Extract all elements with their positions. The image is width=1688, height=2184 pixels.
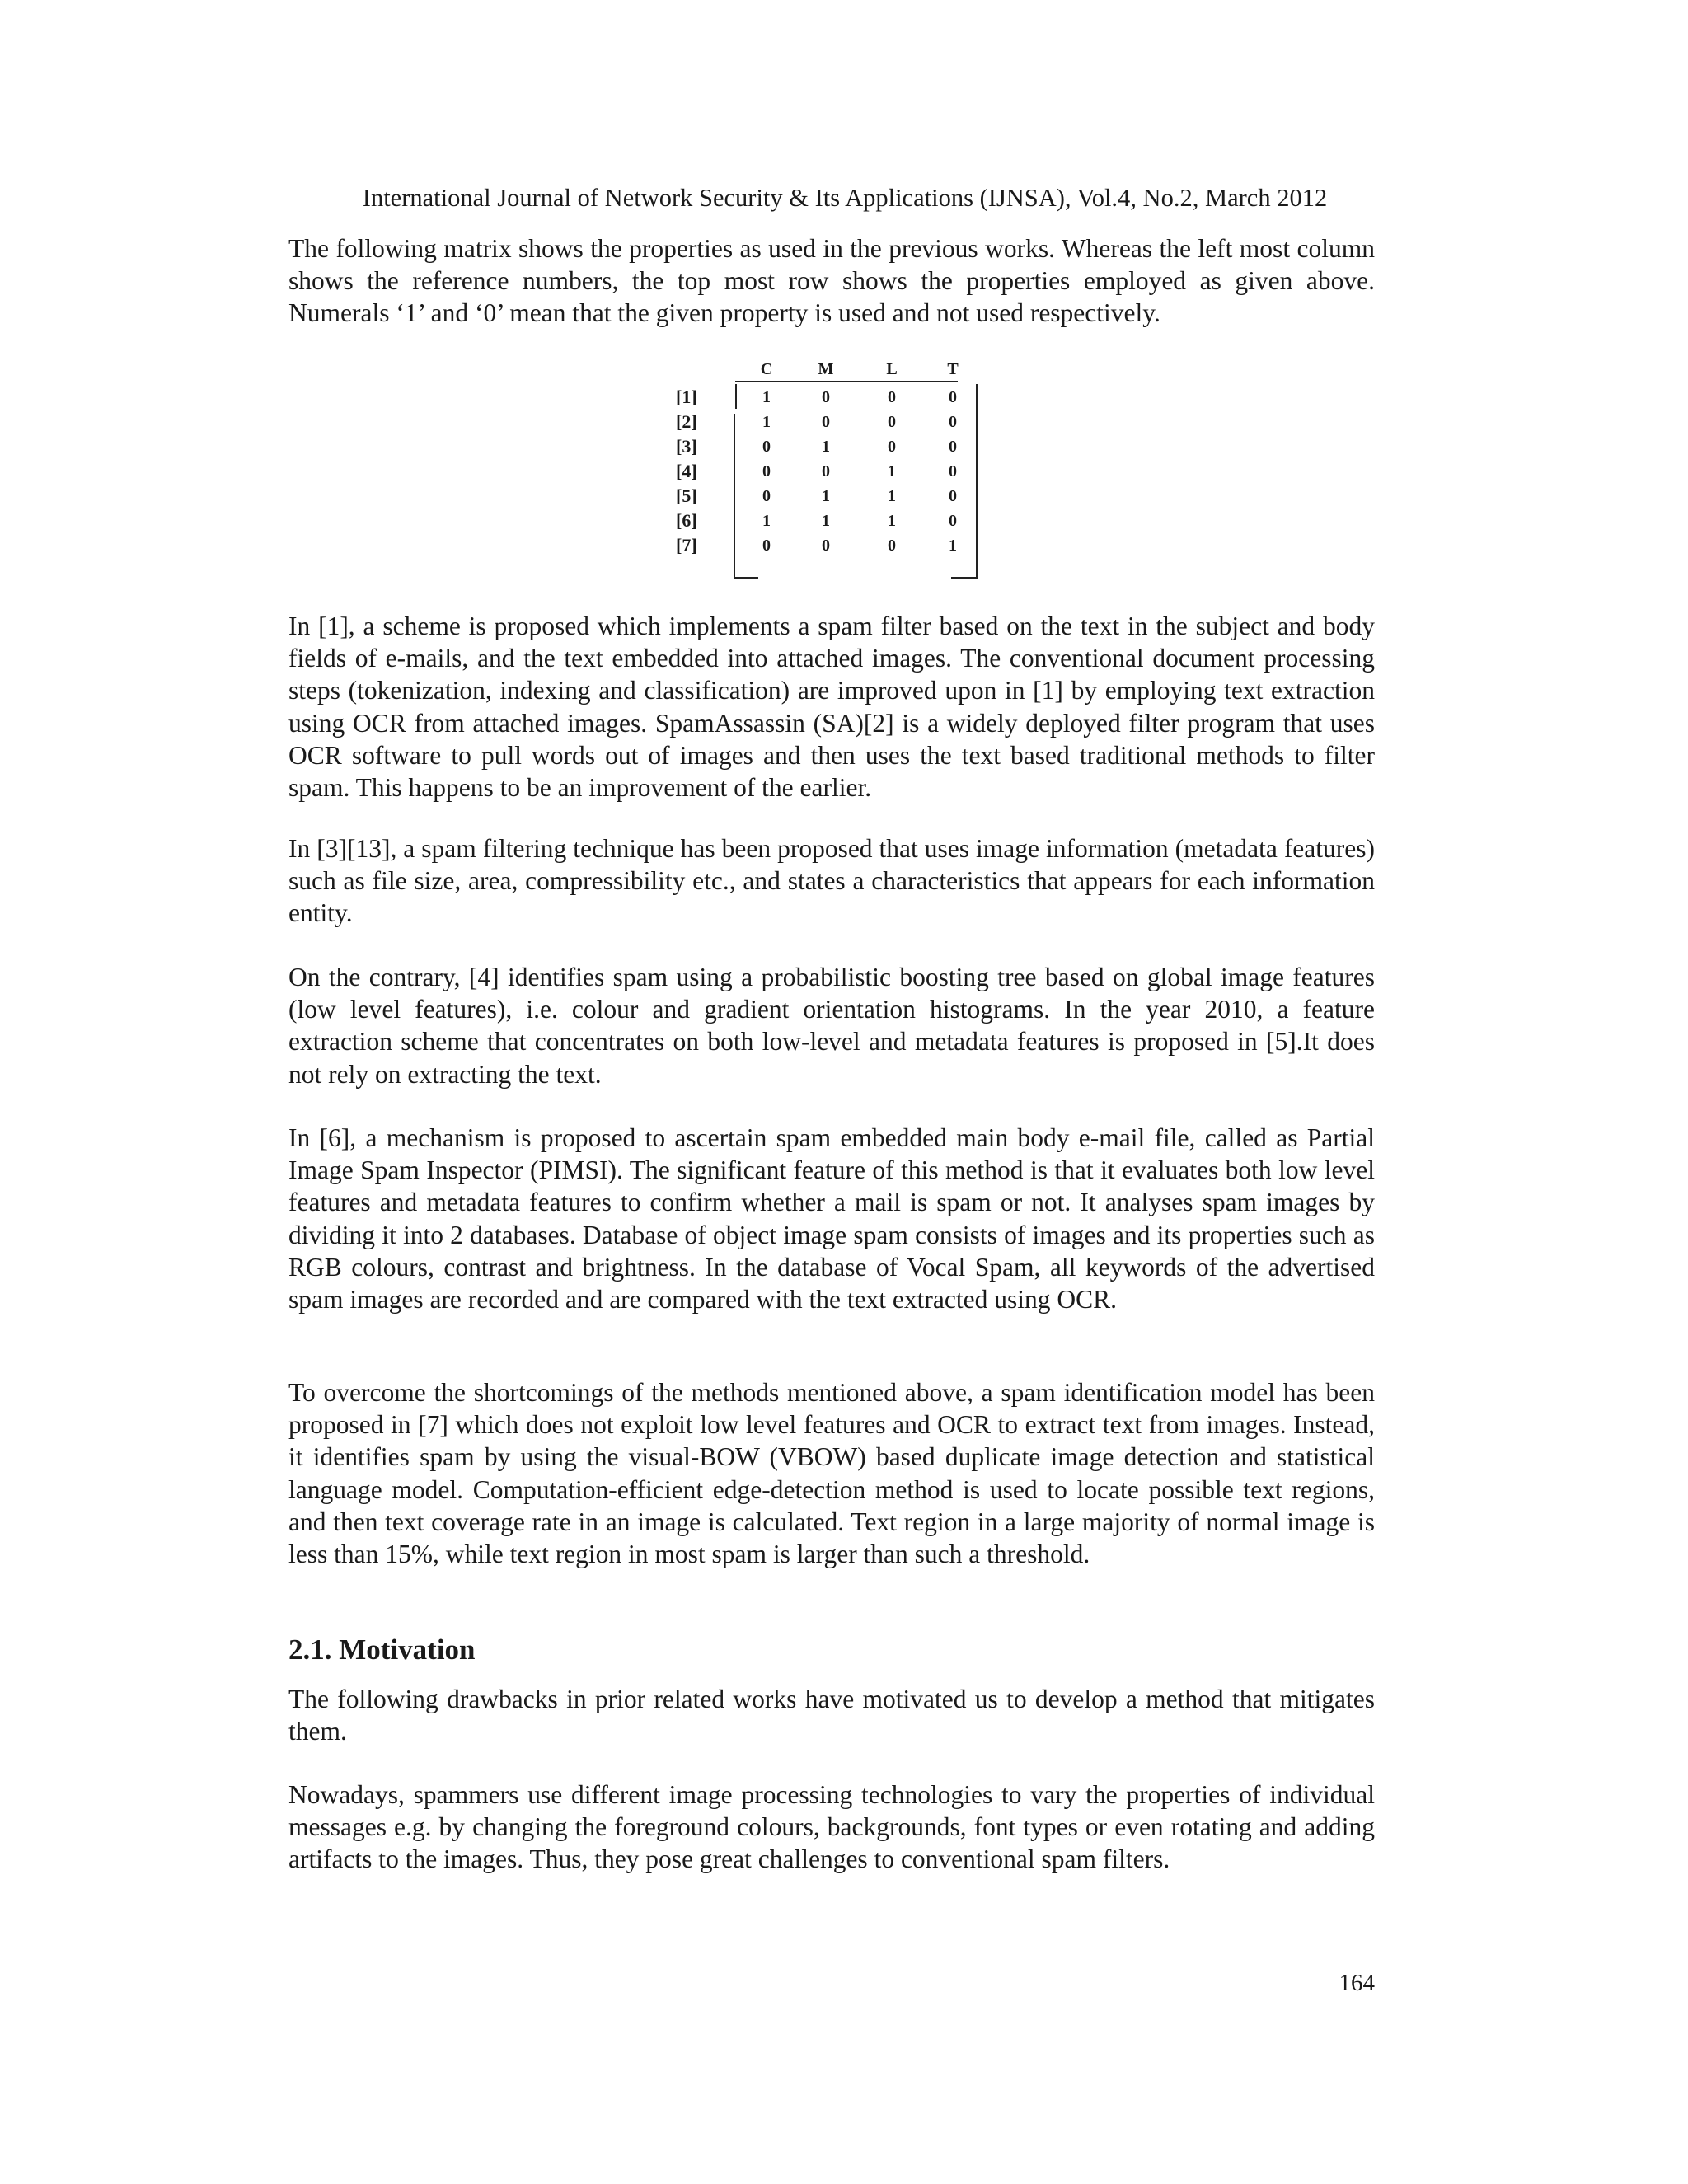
matrix-cell: 0	[949, 487, 957, 505]
matrix-row-label: [7]	[676, 535, 697, 555]
matrix-column-header: M	[818, 360, 834, 378]
body-paragraph: On the contrary, [4] identifies spam using a probabilistic boosting tree based on global image features (low level features), i.e. colour and gradient orientation histograms. In the year 2010, a feature extraction scheme that concentrates on both low-level and metadata features is proposed in [5].It does not rely on extracting the text.	[288, 963, 1375, 1089]
matrix-cell: 1	[888, 487, 896, 505]
matrix-cell: 0	[888, 438, 896, 456]
matrix-row-label: [5]	[676, 485, 697, 506]
matrix-cell: 0	[949, 462, 957, 480]
section-heading: 2.1. Motivation	[288, 1633, 476, 1666]
matrix-cell: 0	[762, 537, 771, 555]
section-paragraph: The following drawbacks in prior related works have motivated us to develop a method that mitigates them.	[288, 1685, 1375, 1746]
matrix-cell: 0	[888, 537, 896, 555]
matrix-column-header: T	[947, 360, 959, 378]
matrix-cell: 1	[762, 388, 771, 406]
matrix-cell: 0	[822, 388, 830, 406]
matrix-left-bracket-foot	[734, 577, 758, 579]
matrix-cell: 0	[949, 413, 957, 431]
matrix-cell: 0	[822, 413, 830, 431]
matrix-cell: 1	[822, 512, 830, 530]
matrix-cell: 1	[762, 512, 771, 530]
matrix-row-label: [1]	[676, 387, 697, 407]
matrix-cell: 0	[949, 512, 957, 530]
matrix-top-rule	[735, 381, 958, 382]
body-paragraph: In [6], a mechanism is proposed to ascertain spam embedded main body e-mail file, called as Partial Image Spam Inspector (PIMSI). The significant feature of this method is that it evaluates both low level features and metadata features to confirm whether a mail is spam or not. It analyses spam images by dividing it into 2 databases. Database of object image spam consists of images and its properties such as RGB colours, contrast and brightness. In the database of Vocal Spam, all keywords of the advertised spam images are recorded and are compared with the text extracted using OCR.	[288, 1123, 1375, 1315]
matrix-cell: 1	[888, 462, 896, 480]
matrix-cell: 0	[822, 537, 830, 555]
matrix-right-bracket	[976, 384, 978, 579]
matrix-row-label: [2]	[676, 411, 697, 432]
matrix-row-label: [3]	[676, 436, 697, 457]
body-paragraph: To overcome the shortcomings of the methods mentioned above, a spam identification model has been proposed in [7] which does not exploit low level features and OCR to extract text from images. Instead, it identifies spam by using the visual-BOW (VBOW) based duplicate image detection and statistical language model. Computation-efficient edge-detection method is used to locate possible text regions, and then text coverage rate in an image is calculated. Text region in a large majority of normal image is less than 15%, while text region in most spam is larger than such a threshold.	[288, 1378, 1375, 1569]
matrix-cell: 0	[822, 462, 830, 480]
matrix-cell: 0	[888, 388, 896, 406]
matrix-cell: 0	[762, 438, 771, 456]
matrix-cell: 1	[822, 438, 830, 456]
body-paragraph: In [3][13], a spam filtering technique has been proposed that uses image information (metadata features) such as file size, area, compressibility etc., and states a characteristics that appears for each information entity.	[288, 834, 1375, 928]
matrix-row-label: [4]	[676, 461, 697, 481]
matrix-cell: 1	[888, 512, 896, 530]
intro-paragraph: The following matrix shows the properties as used in the previous works. Whereas the left most column shows the reference numbers, the top most row shows the properties employed as given above. Numerals ‘1’ and ‘0’ mean that the given property is used and not used respectively.	[288, 234, 1375, 328]
matrix-cell: 1	[762, 413, 771, 431]
matrix-right-bracket-foot	[951, 577, 978, 579]
body-paragraph: In [1], a scheme is proposed which implements a spam filter based on the text in the subject and body fields of e-mails, and the text embedded into attached images. The conventional document processing steps (tokenization, indexing and classification) are improved upon in [1] by employing text extraction using OCR from attached images. SpamAssassin (SA)[2] is a widely deployed filter program that uses OCR software to pull words out of images and then uses the text based traditional methods to filter spam. This happens to be an improvement of the earlier.	[288, 612, 1375, 803]
matrix-cell: 0	[888, 413, 896, 431]
matrix-cell: 1	[949, 537, 957, 555]
matrix-cell: 1	[822, 487, 830, 505]
matrix-cell: 0	[949, 388, 957, 406]
matrix-left-bracket	[734, 414, 735, 579]
matrix-column-header: C	[760, 360, 773, 378]
matrix-cell: 0	[762, 487, 771, 505]
matrix-left-bracket-upper	[735, 384, 737, 409]
property-matrix-figure	[676, 356, 1006, 579]
section-paragraph: Nowadays, spammers use different image processing technologies to vary the properties of individual messages e.g. by changing the foreground colours, backgrounds, font types or even rotating and adding artifacts to the images. Thus, they pose great challenges to conventional spam filters.	[288, 1780, 1375, 1874]
matrix-cell: 0	[762, 462, 771, 480]
matrix-column-header: L	[886, 360, 898, 378]
matrix-row-label: [6]	[676, 510, 697, 531]
running-header: International Journal of Network Security & Its Applications (IJNSA), Vol.4, No.2, March 2012	[362, 184, 1328, 212]
page-number: 164	[1339, 1970, 1375, 1996]
matrix-cell: 0	[949, 438, 957, 456]
